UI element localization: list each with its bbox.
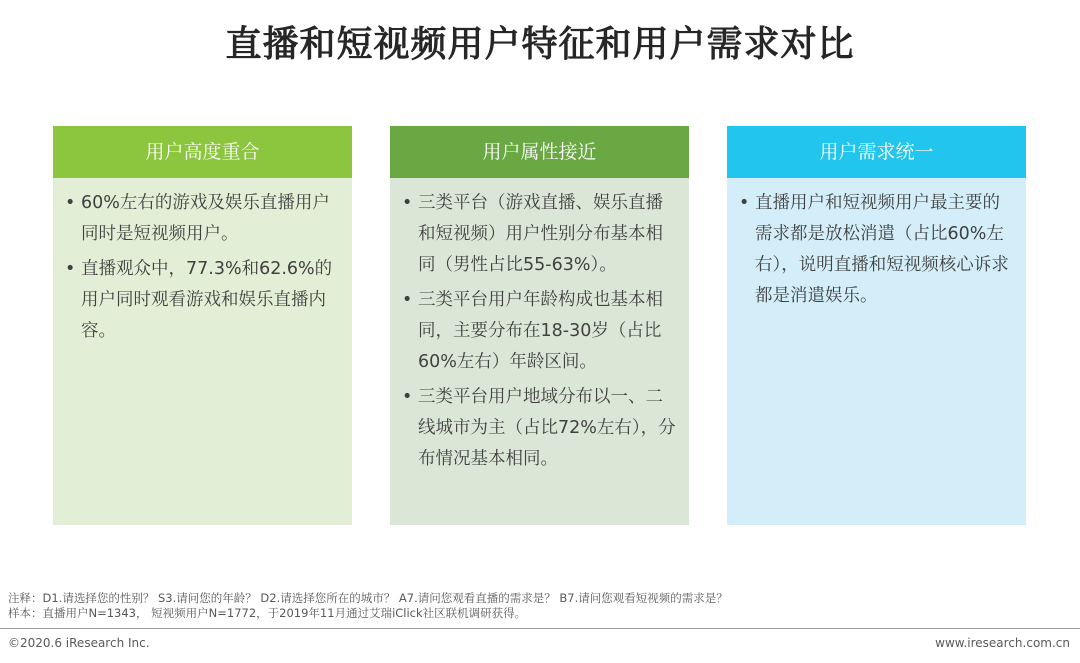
bullet-item: • 直播用户和短视频用户最主要的需求都是放松消遣（占比60%左右），说明直播和短视频核心诉求都是消遣娱乐。 — [739, 188, 1014, 312]
page-title: 直播和短视频用户特征和用户需求对比 — [225, 24, 855, 65]
card-user-needs — [727, 126, 1026, 525]
footnotes — [8, 591, 728, 621]
footer-divider — [0, 628, 1080, 629]
card-user-attributes — [390, 126, 689, 525]
website-link[interactable]: www.iresearch.com.cn — [935, 636, 1070, 650]
card-heading: 用户属性接近 — [390, 126, 689, 178]
note-sample: 样本：直播用户N=1343， 短视频用户N=1772，于2019年11月通过艾瑞iClick社区联机调研获得。 — [8, 606, 527, 620]
bullet-item: • 三类平台用户年龄构成也基本相同，主要分布在18-30岁（占比60%左右）年龄区间。 — [402, 285, 677, 378]
bullet-list — [402, 188, 677, 475]
bullet-list — [65, 188, 340, 347]
card-user-overlap — [53, 126, 352, 525]
bullet-item: • 60%左右的游戏及娱乐直播用户同时是短视频用户。 — [65, 188, 340, 250]
bullet-item: • 三类平台（游戏直播、娱乐直播和短视频）用户性别分布基本相同（男性占比55-63%）。 — [402, 188, 677, 281]
copyright-text: ©2020.6 iResearch Inc. — [8, 636, 150, 650]
card-heading: 用户需求统一 — [727, 126, 1026, 178]
card-heading: 用户高度重合 — [53, 126, 352, 178]
card-body — [53, 178, 352, 525]
card-body — [727, 178, 1026, 525]
card-body — [390, 178, 689, 525]
bullet-item: • 三类平台用户地域分布以一、二线城市为主（占比72%左右），分布情况基本相同。 — [402, 382, 677, 475]
note-questions: 注释：D1.请选择您的性别？ S3.请问您的年龄？ D2.请选择您所在的城市？ A7.请问您观看直播的需求是？ B7.请问您观看短视频的需求是？ — [8, 591, 728, 605]
bullet-item: • 直播观众中，77.3%和62.6%的用户同时观看游戏和娱乐直播内容。 — [65, 254, 340, 347]
bullet-list — [739, 188, 1014, 312]
